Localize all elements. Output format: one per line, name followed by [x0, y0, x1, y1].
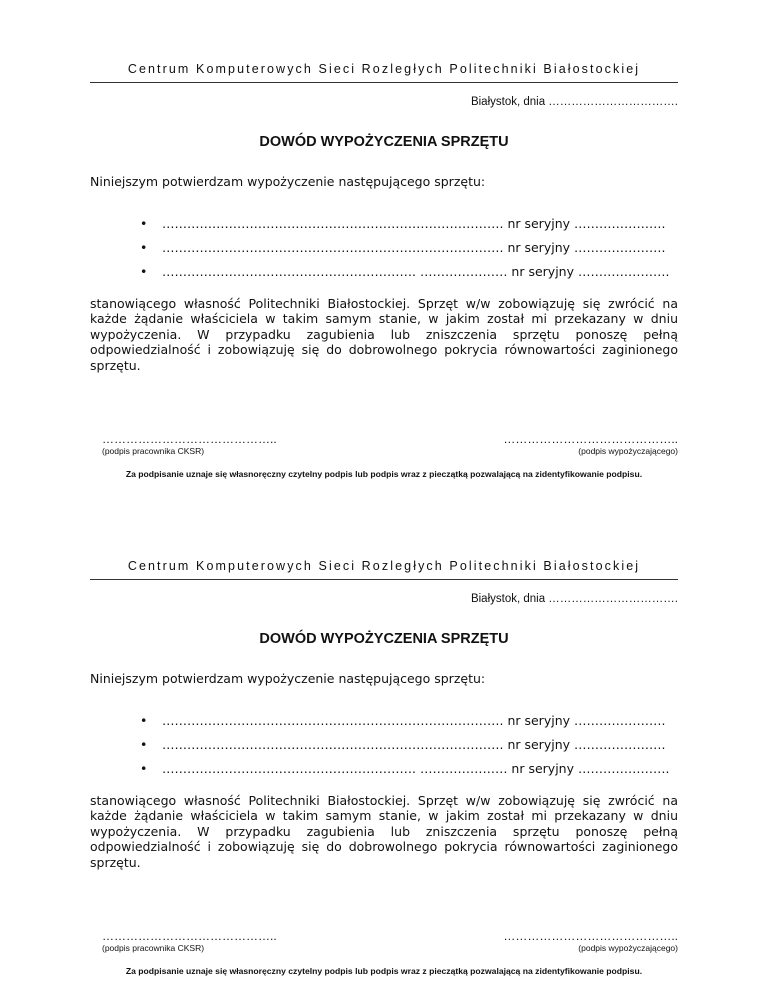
loan-form-2 [0, 497, 768, 994]
signature-caption: (podpis wypożyczającego) [578, 446, 678, 456]
liability-paragraph: stanowiącego własność Politechniki Białostockiej. Sprzęt w/w zobowiązuję się zwrócić na każde żądanie właściciela w takim samym stanie, w jakim został mi przekazany w dniu wypożyczenia. W przypadku zagubienia lub zniszczenia sprzętu ponoszę pełną odpowiedzialność i zobowiązuję się do dobrowolnego pokrycia równowartości zaginionego sprzętu. [90, 793, 678, 870]
document-title: DOWÓD WYPOŻYCZENIA SPRZĘTU [259, 134, 509, 150]
bullet: • [140, 737, 148, 752]
signature-note: Za podpisanie uznaje się własnoręczny czytelny podpis lub podpis wraz z pieczątką pozwalającą na zidentyfikowanie podpisu. [125, 966, 643, 976]
institution-header: Centrum Komputerowych Sieci Rozległych Politechniki Białostockiej [127, 62, 641, 76]
date-line: Białystok, dnia ……………………………. [470, 96, 678, 108]
signature-staff [102, 929, 277, 954]
header-rule [90, 579, 678, 580]
signature-staff [102, 432, 277, 457]
date-line: Białystok, dnia ……………………………. [470, 593, 678, 605]
signature-borrower [503, 432, 678, 457]
signature-borrower [503, 929, 678, 954]
signature-caption: (podpis pracownika CKSR) [102, 943, 205, 953]
bullet: • [140, 761, 148, 776]
equipment-item-line: ……………………………………………………. ………………… nr seryjny …………………. [162, 264, 670, 279]
bullet: • [140, 713, 148, 728]
signature-line: …………………………………….. [102, 929, 277, 943]
signature-caption: (podpis wypożyczającego) [578, 943, 678, 953]
signature-note: Za podpisanie uznaje się własnoręczny czytelny podpis lub podpis wraz z pieczątką pozwalającą na zidentyfikowanie podpisu. [125, 469, 643, 479]
signature-line: …………………………………….. [503, 929, 678, 943]
bullet: • [140, 216, 148, 231]
signature-caption: (podpis pracownika CKSR) [102, 446, 205, 456]
signature-line: …………………………………….. [102, 432, 277, 446]
institution-header: Centrum Komputerowych Sieci Rozległych Politechniki Białostockiej [127, 559, 641, 573]
bullet: • [140, 264, 148, 279]
intro-text: Niniejszym potwierdzam wypożyczenie następującego sprzętu: [90, 671, 486, 686]
equipment-item-line: ………………………………………………………………………. nr seryjny …………………. [162, 216, 666, 231]
liability-paragraph: stanowiącego własność Politechniki Białostockiej. Sprzęt w/w zobowiązuję się zwrócić na każde żądanie właściciela w takim samym stanie, w jakim został mi przekazany w dniu wypożyczenia. W przypadku zagubienia lub zniszczenia sprzętu ponoszę pełną odpowiedzialność i zobowiązuję się do dobrowolnego pokrycia równowartości zaginionego sprzętu. [90, 296, 678, 373]
bullet: • [140, 240, 148, 255]
document-title: DOWÓD WYPOŻYCZENIA SPRZĘTU [259, 631, 509, 647]
equipment-item-line: ………………………………………………………………………. nr seryjny …………………. [162, 713, 666, 728]
equipment-item-line: ………………………………………………………………………. nr seryjny …………………. [162, 737, 666, 752]
signature-line: …………………………………….. [503, 432, 678, 446]
header-rule [90, 82, 678, 83]
equipment-item-line: ………………………………………………………………………. nr seryjny …………………. [162, 240, 666, 255]
equipment-item-line: ……………………………………………………. ………………… nr seryjny …………………. [162, 761, 670, 776]
intro-text: Niniejszym potwierdzam wypożyczenie następującego sprzętu: [90, 174, 486, 189]
